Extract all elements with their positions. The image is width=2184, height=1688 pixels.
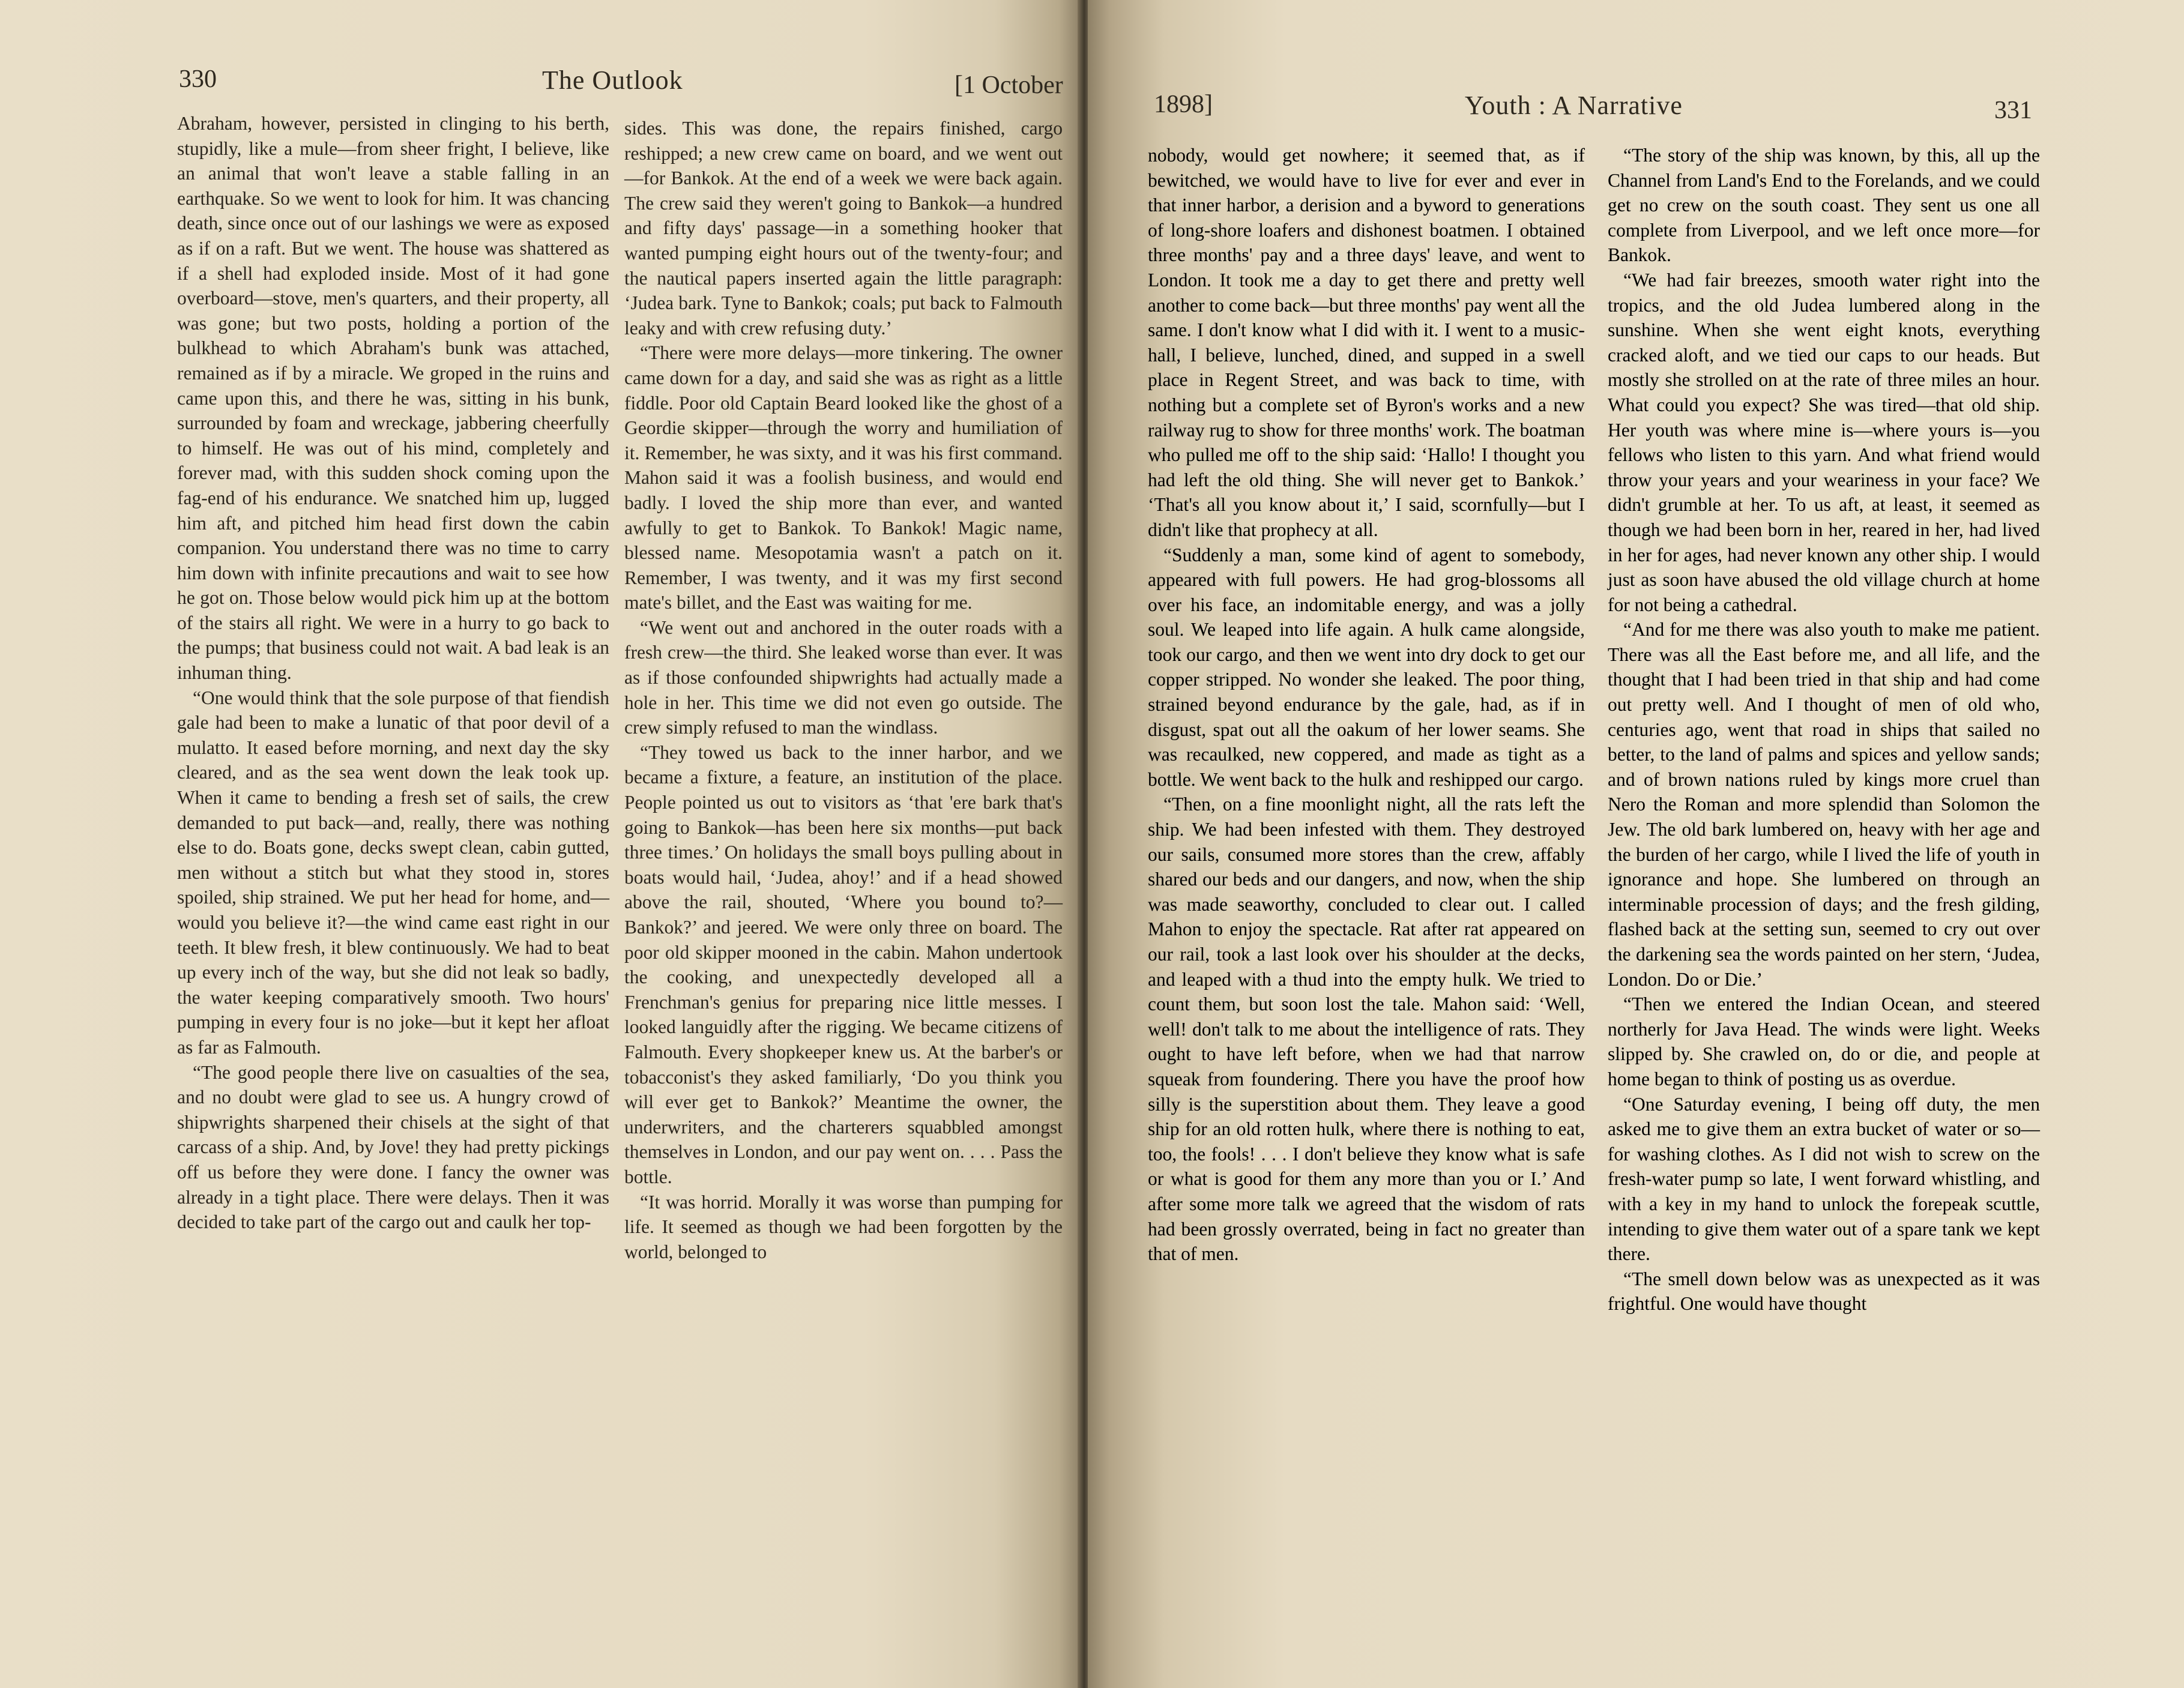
- paragraph: “Then we entered the Indian Ocean, and steered northerly for Java Head. The winds were light. Weeks slipped by. She crawled on, do or die, and people at home began to think of posting us as overdue.: [1608, 993, 2040, 1090]
- paragraph: “Suddenly a man, some kind of agent to somebody, appeared with full powers. He had grog-blossoms all over his face, an indomitable energy, and was a jolly soul. We leaped into life again. A hulk came alongside, took our cargo, and then we went into dry dock to get our copper stripped. No wonder she leaked. The poor thing, strained beyond endurance by the gale, had, as if in disgust, spat out all the oakum of her lower seams. She was recaulked, new coppered, and made as tight as a bottle. We went back to the hulk and reshipped our cargo.: [1148, 544, 1585, 790]
- left-page-number: 330: [179, 65, 217, 93]
- paragraph: “The smell down below was as unexpected as it was frightful. One would have thought: [1608, 1268, 2040, 1315]
- paragraph: “One would think that the sole purpose of that fiendish gale had been to make a lunatic of that poor devil of a mulatto. It eased before morning, and next day the sky cleared, and as the sea went down the leak took up. When it came to bending a fresh set of sails, the crew demanded to put back—and, really, there was nothing else to do. Boats gone, decks swept clean, cabin gutted, men without a stitch but what they stood in, stores spoiled, ship strained. We put her head for home, and—would you believe it?—the wind came east right in our teeth. It blew fresh, it blew continuously. We had to beat up every inch of the way, but she did not leak so badly, the water keeping comparatively smooth. Two hours' pumping in every four is no joke—but it kept her afloat as far as Falmouth.: [177, 687, 609, 1058]
- paragraph: “And for me there was also youth to make me patient. There was all the East before me, and all life, and the thought that I had been tried in that ship and had come out pretty well. And I thought of men of old who, centuries ago, went that road in ships that sailed no better, to the land of palms and spices and yellow sands; and of brown nations ruled by kings more cruel than Nero the Roman and more splendid than Solomon the Jew. The old bark lumbered on, heavy with her age and the burden of her cargo, while I lived the life of youth in ignorance and hope. She lumbered on through an interminable procession of days; and the fresh gilding, flashed back at the setting sun, seemed to cry out over the darkening sea the words painted on her stern, ‘Judea, London. Do or Die.’: [1608, 619, 2040, 990]
- right-page-number: 331: [1994, 97, 2032, 124]
- paragraph: “We had fair breezes, smooth water right into the tropics, and the old Judea lumbered along in the sunshine. When she went eight knots, everything cracked aloft, and we tied our caps to our heads. But mostly she strolled on at the rate of three miles an hour. What could you expect? She was tired—that old ship. Her youth was where mine is—where yours is—you fellows who listen to this yarn. And what friend would throw your years and your weariness in your face? We didn't grumble at her. To us aft, at least, it seemed as though we had been born in her, reared in her, had lived in her for ages, had never known any other ship. I would just as soon have abused the old village church at home for not being a cathedral.: [1608, 269, 2040, 615]
- paragraph: “One Saturday evening, I being off duty, the men asked me to give them an extra bucket of water or so—for washing clothes. As I did not wish to screw on the fresh-water pump so late, I went forward whistling, and with a key in my hand to unlock the forepeak scuttle, intending to give them water out of a spare tank we kept there.: [1608, 1093, 2040, 1265]
- paragraph: Abraham, however, persisted in clinging to his berth, stupidly, like a mule—from sheer fright, I believe, like an animal that won't leave a stable falling in an earthquake. So we went to look for him. It was chancing death, since once out of our lashings we were as exposed as if on a raft. But we went. The house was shattered as if a shell had exploded inside. Most of it had gone overboard—stove, men's quarters, and their property, all was gone; but two posts, holding a portion of the bulkhead to which Abraham's bunk was attached, remained as if by a miracle. We groped in the ruins and came upon this, and there he was, sitting in his bunk, surrounded by foam and wreckage, jabbering cheerfully to himself. He was out of his mind, completely and forever mad, with this sudden shock coming upon the fag-end of his endurance. We snatched him up, lugged him aft, and pitched him head first down the cabin companion. You understand there was no time to carry him down with infinite precautions and wait to see how he got on. Those below would pick him up at the bottom of the stairs all right. We were in a hurry to go back to the pumps; that business could not wait. A bad leak is an inhuman thing.: [177, 113, 609, 684]
- paragraph: nobody, would get nowhere; it seemed that, as if bewitched, we would have to live for ever and ever in that inner harbor, a derision and a byword to generations of long-shore loafers and dishonest boatmen. I obtained three months' pay and a three days' leave, and went to London. It took me a day to get there and pretty well another to come back—but three months' pay went all the same. I don't know what I did with it. I went to a music-hall, I believe, lunched, dined, and supped in a swell place in Regent Street, and was back to time, with nothing but a complete set of Byron's works and a new railway rug to show for three months' work. The boatman who pulled me off to the ship said: ‘Hallo! I thought you had left the old thing. She will never get to Bankok.’ ‘That's all you know about it,’ I said, scornfully—but I didn't like that prophecy at all.: [1148, 145, 1585, 540]
- paragraph: “It was horrid. Morally it was worse than pumping for life. It seemed as though we had been forgotten by the world, belonged to: [624, 1191, 1063, 1262]
- paragraph: “The story of the ship was known, by this, all up the Channel from Land's End to the Forelands, and we could get no crew on the south coast. They sent us one all complete from Liverpool, and we left once more—for Bankok.: [1608, 145, 2040, 266]
- paragraph: “The good people there live on casualties of the sea, and no doubt were glad to see us. A hungry crowd of shipwrights sharpened their chisels at the sight of that carcass of a ship. And, by Jove! they had pretty pickings off us before they were done. I fancy the owner was already in a tight place. There were delays. Then it was decided to take part of the cargo out and caulk her top-: [177, 1061, 609, 1233]
- left-running-title: The Outlook: [542, 65, 683, 95]
- paragraph: “We went out and anchored in the outer roads with a fresh crew—the third. She leaked worse than ever. It was as if those confounded shipwrights had actually made a hole in her. This time we did not even go outside. The crew simply refused to man the windlass.: [624, 616, 1063, 738]
- left-column-2: [624, 116, 1063, 1264]
- paragraph: “There were more delays—more tinkering. The owner came down for a day, and said she was as right as a little fiddle. Poor old Captain Beard looked like the ghost of a Geordie skipper—through the worry and humiliation of it. Remember, he was sixty, and it was his first command. Mahon said it was a foolish business, and would end badly. I loved the ship more than ever, and wanted awfully to get to Bankok. To Bankok! Magic name, blessed name. Mesopotamia wasn't a patch on it. Remember, I was twenty, and it was my first second mate's billet, and the East was waiting for me.: [624, 342, 1063, 613]
- left-column-1: [177, 111, 609, 1235]
- left-issue-date: [1 October: [955, 71, 1063, 99]
- paragraph: “Then, on a fine moonlight night, all the rats left the ship. We had been infested with them. They destroyed our sails, consumed more stores than the crew, affably shared our beds and our dangers, and now, when the ship was made seaworthy, concluded to clear out. I called Mahon to enjoy the spectacle. Rat after rat appeared on our rail, took a last look over his shoulder at the decks, and leaped with a thud into the empty hulk. We tried to count them, but soon lost the tale. Mahon said: ‘Well, well! don't talk to me about the intelligence of rats. They ought to have left before, when we had that narrow squeak from foundering. There you have the proof how silly is the superstition about them. They leave a good ship for an old rotten hulk, where there is nothing to eat, too, the fools! . . . I don't believe they know what is safe or what is good for them any more than you or I.’ And after some more talk we agreed that the wisdom of rats had been grossly overrated, being in fact no greater than that of men.: [1148, 794, 1585, 1265]
- paragraph: “They towed us back to the inner harbor, and we became a fixture, a feature, an institution of the place. People pointed us out to visitors as ‘that 'ere bark that's going to Bankok—has been here six months—put back three times.’ On holidays the small boys pulling about in boats would hail, ‘Judea, ahoy!’ and if a head showed above the rail, shouted, ‘Where you bound to?—Bankok?’ and jeered. We were only three on board. The poor old skipper mooned in the cabin. Mahon undertook the cooking, and unexpectedly developed all a Frenchman's genius for preparing nice little messes. I looked languidly after the rigging. We became citizens of Falmouth. Every shopkeeper knew us. At the barber's or tobacconist's they asked familiarly, ‘Do you think you will ever get to Bankok?’ Meantime the owner, the underwriters, and the charterers squabbled amongst themselves in London, and our pay went on. . . . Pass the bottle.: [624, 741, 1063, 1187]
- right-column-2: [1608, 143, 2040, 1316]
- paragraph: sides. This was done, the repairs finished, cargo reshipped; a new crew came on board, and we went out—for Bankok. At the end of a week we were back again. The crew said they weren't going to Bankok—a hundred and fifty days' passage—in a something hooker that wanted pumping eight hours out of the twenty-four; and the nautical papers inserted again the little paragraph: ‘Judea bark. Tyne to Bankok; coals; put back to Falmouth leaky and with crew refusing duty.’: [624, 118, 1063, 339]
- right-column-1: [1148, 143, 1585, 1267]
- left-page: [0, 0, 1081, 1688]
- right-issue-date: 1898]: [1154, 91, 1213, 118]
- right-running-title: Youth : A Narrative: [1465, 91, 1683, 120]
